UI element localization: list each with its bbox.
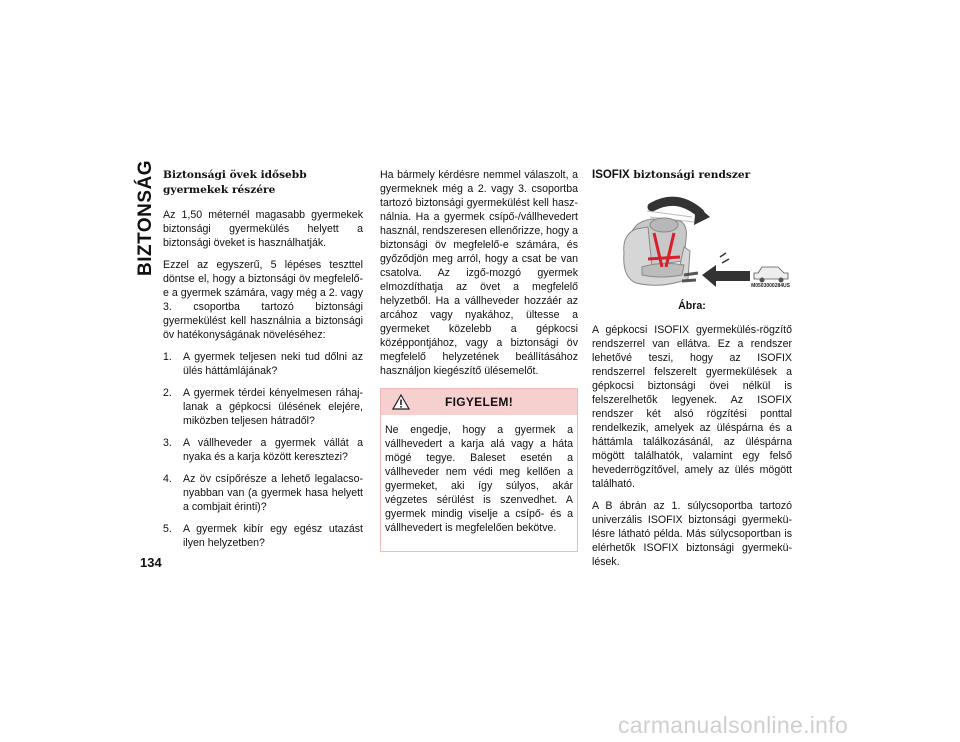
chapter-label: BIZTONSÁG [135, 159, 156, 277]
warning-header [381, 389, 577, 415]
step-text: A vállheveder a gyermek vállát a nyaka és a karja között keresztezi? [183, 437, 363, 463]
list-item [163, 386, 363, 428]
step-number: 1. [163, 351, 172, 363]
side-chapter-tab [136, 158, 156, 278]
step-text: A gyermek teljesen neki tud dőlni az ülés háttámlájának? [183, 351, 363, 377]
paragraph: Az 1,50 méternél magasabb gyermekek biztonsági gyermekülés helyett a biztonsági öveket is használhatják. [163, 209, 363, 249]
warning-box [380, 388, 578, 552]
column-1 [163, 168, 363, 558]
step-text: A gyermek térdei kényelmesen ráhajlanak a gépkocsi ülésének elejére, miközben teljesen hátradől? [183, 387, 363, 427]
step-text: Az öv csípőrésze a lehető legalacsonyabban van (a gyermek hasa helyett a combjait érinti)? [183, 473, 363, 513]
step-number: 3. [163, 437, 172, 449]
test-steps-list [163, 350, 363, 550]
watermark: carmanualsonline.info [618, 712, 849, 738]
step-number: 2. [163, 387, 172, 399]
section-heading-older-children: Biztonsági övek idősebb gyermekek részére [163, 169, 307, 196]
paragraph: A gépkocsi ISOFIX gyermekülés-rögzítő rendszerrel van ellátva. Ez a rendszer lehetővé teszi, hogy az ISOFIX rendszerrel felszerelt gyermekülések a gépkocsi biztonsági övei nélkül is felszerelhetők legyenek. Az ISOFIX rendszer két alsó rögzítési ponttal rendelkezik, amelyek az üléspárna és a háttámla találkozásánál, az üléspárna mögött találhatók, valamint egy felső hevederrögzítővel, amely az ülés mögött található. [592, 324, 792, 490]
paragraph: A B ábrán az 1. súlycsoportba tartozó univerzális ISOFIX biztonsági gyermekülésre látható példa. Más súlycsoportban is elérhetők ISOFIX biztonsági gyermekülések. [592, 500, 792, 568]
warning-title: FIGYELEM! [444, 395, 514, 409]
column-3 [592, 168, 792, 577]
step-number: 4. [163, 473, 172, 485]
heading-rest: biztonsági rendszer [629, 169, 751, 181]
list-item [163, 522, 363, 550]
paragraph: Ha bármely kérdésre nemmel válaszolt, a gyermeknek még a 2. vagy 3. csoportba tartozó biztonsági gyermekülést kell használnia. Ha a gyermek csípő-/vállhevedert használ, rendszeresen ellenőrizze, hogy a biztonsági öv megfelelő-e számára, és győződjön meg arról, hogy a csat be van csatolva. Az izgő-mozgó gyermek elmozdíthatja az övet a megfelelő helyzetből. Ha a vállheveder hozzáér az arcához vagy nyakához, ültesse a gyermeket közelebb a gépkocsi középpontjához, vagy a biztonsági öv megfelelő helyzetének beállításához használjon kiegészítő ülésemelőt. [380, 169, 578, 377]
list-item [163, 350, 363, 378]
figure-caption: Ábra: [678, 300, 706, 312]
section-heading-isofix [592, 168, 792, 183]
isofix-child-seat-illustration [592, 195, 792, 295]
page-number: 134 [140, 555, 162, 570]
step-text: A gyermek kibír egy egész utazást ilyen helyzetben? [183, 523, 363, 549]
heading-isofix-word: ISOFIX [592, 169, 630, 181]
warning-triangle-icon [392, 394, 410, 413]
warning-text: Ne engedje, hogy a gyermek a vállhevedert a karja alá vagy a háta mögé tegye. Baleset esetén a vállheveder nem védi meg kellően a gyermeket, aki így súlyos, akár végzetes sérülést is szenvedhet. A gyermek mindig viselje a csípő- és a vállhevedert is megfelelően bekötve. [385, 424, 573, 534]
list-item [163, 436, 363, 464]
step-number: 5. [163, 523, 172, 535]
column-2 [380, 168, 578, 552]
paragraph: Ezzel az egyszerű, 5 lépéses teszttel döntse el, hogy a biztonsági öv megfelelő-e a gyermek számára, vagy még a 2. vagy 3. csoportba tartozó biztonsági gyermekülést kell használnia a biztonsági öv hatékonyságának növeléséhez: [163, 259, 363, 341]
list-item [163, 472, 363, 514]
figure-code: M0503000284US [751, 283, 790, 289]
